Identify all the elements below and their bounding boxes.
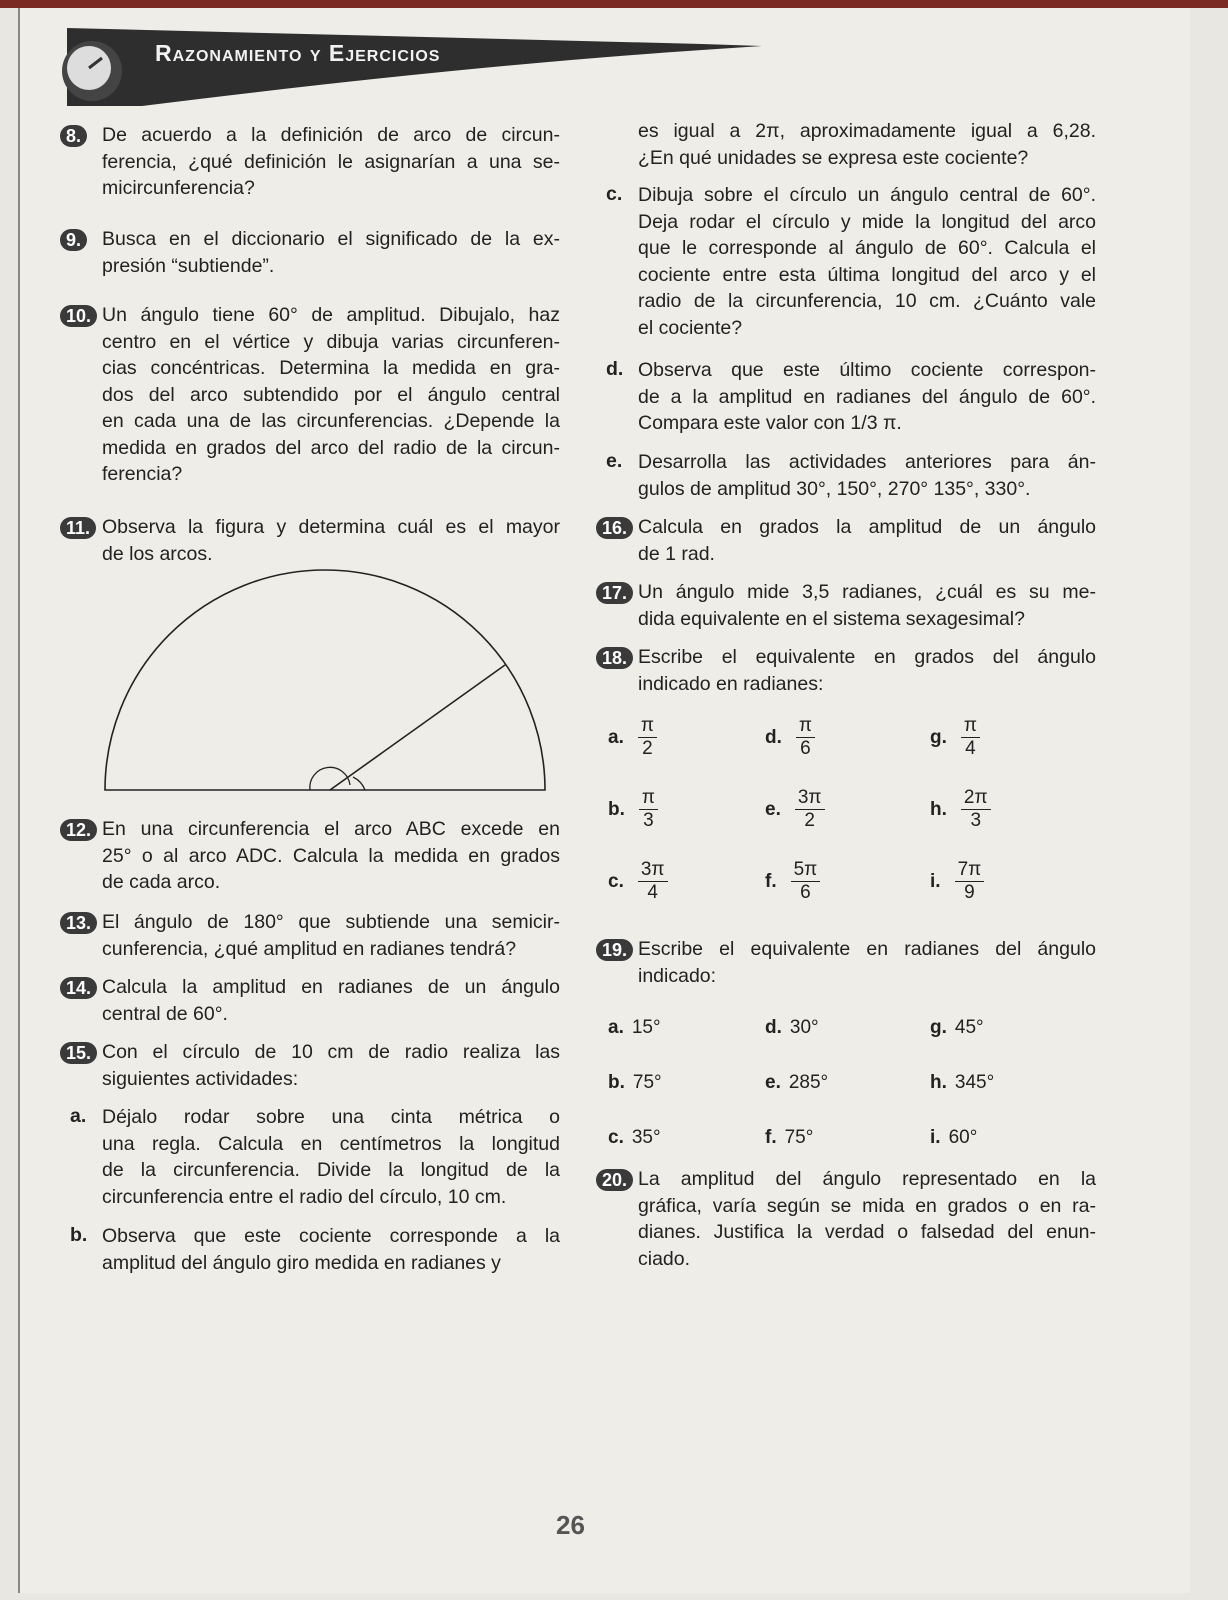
exercise-text <box>638 182 1096 341</box>
item-letter: b. <box>608 798 625 820</box>
fraction-item <box>930 715 980 760</box>
text-line: Deja rodar el círculo y mide la longitud del arco <box>638 210 1096 233</box>
text-line: ciado. <box>638 1247 691 1270</box>
text-line: de la circunferencia. Divide la longitud de la <box>102 1159 560 1181</box>
exercise-text <box>102 909 560 962</box>
text-line: Compara este valor con 1/3 π. <box>638 412 902 434</box>
text-line: Observa la figura y determina cuál es el mayor <box>102 516 560 538</box>
denominator: 2 <box>804 810 815 831</box>
text-line: indicado en radianes: <box>638 672 824 695</box>
denominator: 6 <box>800 738 811 759</box>
text-line: Busca en el diccionario el significado de la ex- <box>102 228 560 250</box>
text-line: gulos de amplitud 30°, 150°, 270° 135°, 330°. <box>638 477 1031 500</box>
degree-item <box>608 1127 661 1149</box>
fraction-item <box>608 715 657 760</box>
item-letter: b. <box>608 1072 625 1093</box>
denominator: 4 <box>965 738 976 759</box>
numerator: π <box>796 715 815 738</box>
exercise-number: 16. <box>596 517 633 539</box>
degree-item <box>765 1127 813 1149</box>
numerator: 2π <box>961 787 991 810</box>
exercise-text <box>102 122 560 202</box>
text-line: Calcula la amplitud en radianes de un ángulo <box>102 976 560 998</box>
exercise-text <box>638 118 1096 171</box>
exercise-text <box>102 816 560 896</box>
numerator: 7π <box>955 859 985 882</box>
exercise-text <box>638 514 1096 567</box>
denominator: 9 <box>964 882 975 903</box>
degree-value: 345° <box>954 1072 995 1093</box>
item-letter: f. <box>765 1127 777 1148</box>
semicircle-figure <box>95 565 555 800</box>
numerator: 3π <box>795 787 825 810</box>
item-letter: i. <box>930 1127 941 1148</box>
text-line: La amplitud del ángulo representado en la <box>638 1168 1096 1190</box>
text-line: dianes. Justifica la verdad o falsedad del enun- <box>638 1221 1096 1243</box>
text-line: de 1 rad. <box>638 542 715 565</box>
fraction <box>638 859 668 904</box>
fraction-item <box>930 859 984 904</box>
numerator: 3π <box>638 859 668 882</box>
text-line: cunferencia, ¿qué amplitud en radianes tendrá? <box>102 937 517 960</box>
sub-item-letter: a. <box>70 1105 87 1127</box>
text-line: cias concéntricas. Determina la medida en gra- <box>102 357 560 379</box>
text-line: en cada una de las circunferencias. ¿Depende la <box>102 410 560 432</box>
text-line: dos del arco subtendido por el ángulo central <box>102 383 560 406</box>
exercise-number: 9. <box>60 229 87 251</box>
text-line: Observa que este último cociente correspon- <box>638 359 1096 381</box>
degree-value: 30° <box>789 1017 819 1038</box>
degree-value: 75° <box>632 1072 662 1093</box>
exercise-number: 13. <box>60 912 97 934</box>
text-line: ferencia? <box>102 463 183 485</box>
fraction-item <box>765 787 825 832</box>
exercise-number: 15. <box>60 1042 97 1064</box>
fraction <box>795 787 825 832</box>
exercise-text <box>102 514 560 567</box>
item-letter: e. <box>765 1072 781 1093</box>
exercise-number: 12. <box>60 819 97 841</box>
exercise-text <box>638 936 1096 989</box>
numerator: π <box>638 715 657 738</box>
fraction-item <box>608 859 668 904</box>
text-line: Calcula en grados la amplitud de un ángulo <box>638 516 1096 538</box>
text-line: Con el círculo de 10 cm de radio realiza las <box>102 1041 560 1063</box>
text-line: De acuerdo a la definición de arco de circun- <box>102 124 560 146</box>
item-letter: i. <box>930 870 941 892</box>
text-line: centro en el vértice y dibuja varias circunferen- <box>102 330 560 353</box>
item-letter: d. <box>765 726 782 748</box>
exercise-number: 10. <box>60 305 97 327</box>
sub-item-letter: d. <box>606 358 624 380</box>
degree-value: 285° <box>788 1072 829 1093</box>
item-letter: f. <box>765 870 777 892</box>
exercise-text <box>102 1223 560 1276</box>
denominator: 3 <box>970 810 982 831</box>
exercise-number: 19. <box>596 939 633 961</box>
exercise-text <box>638 449 1096 502</box>
item-letter: a. <box>608 726 624 748</box>
item-letter: g. <box>930 1017 947 1038</box>
text-line: dida equivalente en el sistema sexagesimal? <box>638 607 1025 630</box>
fraction <box>955 859 985 904</box>
denominator: 3 <box>643 810 654 831</box>
fraction <box>638 715 657 760</box>
sub-item-letter: e. <box>606 450 623 472</box>
exercise-text <box>102 1104 560 1210</box>
text-line: de a la amplitud en radianes del ángulo de 60°. <box>638 385 1096 408</box>
text-line: circunferencia entre el radio del círculo, 10 cm. <box>102 1185 507 1208</box>
text-line: Escribe el equivalente en grados del ángulo <box>638 646 1096 668</box>
page-number: 26 <box>556 1510 585 1540</box>
degree-item <box>930 1072 994 1094</box>
sub-item-letter: b. <box>70 1224 88 1246</box>
item-letter: h. <box>930 1072 947 1093</box>
degree-value: 35° <box>631 1127 661 1148</box>
exercise-text <box>638 1166 1096 1272</box>
exercise-text <box>638 579 1096 632</box>
fraction <box>791 859 821 904</box>
text-line: En una circunferencia el arco ABC excede en <box>102 818 560 840</box>
text-line: micircunferencia? <box>102 177 255 199</box>
item-letter: c. <box>608 870 624 892</box>
exercise-text <box>638 644 1096 697</box>
text-line: ferencia, ¿qué definición le asignarían a una se- <box>102 150 560 173</box>
text-line: Desarrolla las actividades anteriores para án- <box>638 451 1096 473</box>
fraction-item <box>765 715 815 760</box>
text-line: cociente entre esta última longitud del arco y el <box>638 263 1096 286</box>
text-line: presión “subtiende”. <box>102 254 275 277</box>
degree-item <box>765 1072 828 1094</box>
denominator: 2 <box>642 738 653 759</box>
text-line: El ángulo de 180° que subtiende una semicir- <box>102 911 560 933</box>
exercise-number: 8. <box>60 125 87 147</box>
fraction <box>639 787 658 832</box>
degree-item <box>930 1127 977 1149</box>
text-line: de los arcos. <box>102 542 213 565</box>
exercise-number: 20. <box>596 1169 633 1191</box>
text-line: Dibuja sobre el círculo un ángulo central de 60°. <box>638 184 1096 206</box>
text-line: es igual a 2π, aproximadamente igual a 6,28. <box>638 120 1096 142</box>
exercise-text <box>102 974 560 1027</box>
clock-icon <box>62 41 122 101</box>
text-line: Un ángulo mide 3,5 radianes, ¿cuál es su me- <box>638 581 1096 603</box>
text-line: 25° o al arco ADC. Calcula la medida en grados <box>102 844 560 867</box>
text-line: Un ángulo tiene 60° de amplitud. Dibujalo, haz <box>102 304 560 326</box>
degree-item <box>608 1072 662 1094</box>
text-line: Escribe el equivalente en radianes del ángulo <box>638 938 1096 960</box>
fraction-item <box>765 859 820 904</box>
exercise-number: 11. <box>60 517 96 539</box>
fraction <box>961 715 980 760</box>
denominator: 6 <box>800 882 811 903</box>
text-line: una regla. Calcula en centímetros la longitud <box>102 1132 560 1155</box>
sub-item-letter: c. <box>606 183 623 205</box>
page-edge <box>0 0 1228 8</box>
fraction-item <box>608 787 658 832</box>
numerator: 5π <box>791 859 821 882</box>
exercise-number: 14. <box>60 977 97 999</box>
fraction-item <box>930 787 991 832</box>
text-line: Observa que este cociente corresponde a la <box>102 1225 560 1247</box>
exercise-number: 18. <box>596 647 633 669</box>
exercise-number: 17. <box>596 582 633 604</box>
item-letter: a. <box>608 1017 624 1038</box>
item-letter: h. <box>930 798 947 820</box>
text-line: gráfica, varía según se mida en grados o en ra- <box>638 1194 1096 1217</box>
degree-item <box>930 1017 984 1039</box>
text-line: el cociente? <box>638 316 743 339</box>
item-letter: c. <box>608 1127 624 1148</box>
exercise-text <box>102 226 560 279</box>
degree-value: 45° <box>954 1017 984 1038</box>
text-line: medida en grados del arco del radio de la circun- <box>102 436 560 459</box>
item-letter: e. <box>765 798 781 820</box>
fraction <box>796 715 815 760</box>
text-line: que le corresponde al ángulo de 60°. Calcula el <box>638 237 1096 259</box>
degree-item <box>608 1017 661 1039</box>
numerator: π <box>639 787 658 810</box>
fraction <box>961 787 991 832</box>
item-letter: g. <box>930 726 947 748</box>
exercise-text <box>638 357 1096 437</box>
denominator: 4 <box>647 882 658 903</box>
exercise-text <box>102 302 560 488</box>
degree-value: 15° <box>631 1017 661 1038</box>
text-line: amplitud del ángulo giro medida en radianes y <box>102 1251 501 1274</box>
degree-value: 60° <box>948 1127 978 1148</box>
text-line: siguientes actividades: <box>102 1067 299 1090</box>
degree-value: 75° <box>784 1127 814 1148</box>
numerator: π <box>961 715 980 738</box>
text-line: de cada arco. <box>102 871 221 893</box>
text-line: ¿En qué unidades se expresa este cociente? <box>638 146 1029 169</box>
exercise-text <box>102 1039 560 1092</box>
degree-item <box>765 1017 819 1039</box>
text-line: indicado: <box>638 964 717 987</box>
section-title: Razonamiento y Ejercicios <box>155 40 441 66</box>
text-line: Déjalo rodar sobre una cinta métrica o <box>102 1106 560 1128</box>
item-letter: d. <box>765 1017 782 1038</box>
text-line: central de 60°. <box>102 1002 228 1025</box>
text-line: radio de la circunferencia, 10 cm. ¿Cuánto vale <box>638 290 1096 312</box>
